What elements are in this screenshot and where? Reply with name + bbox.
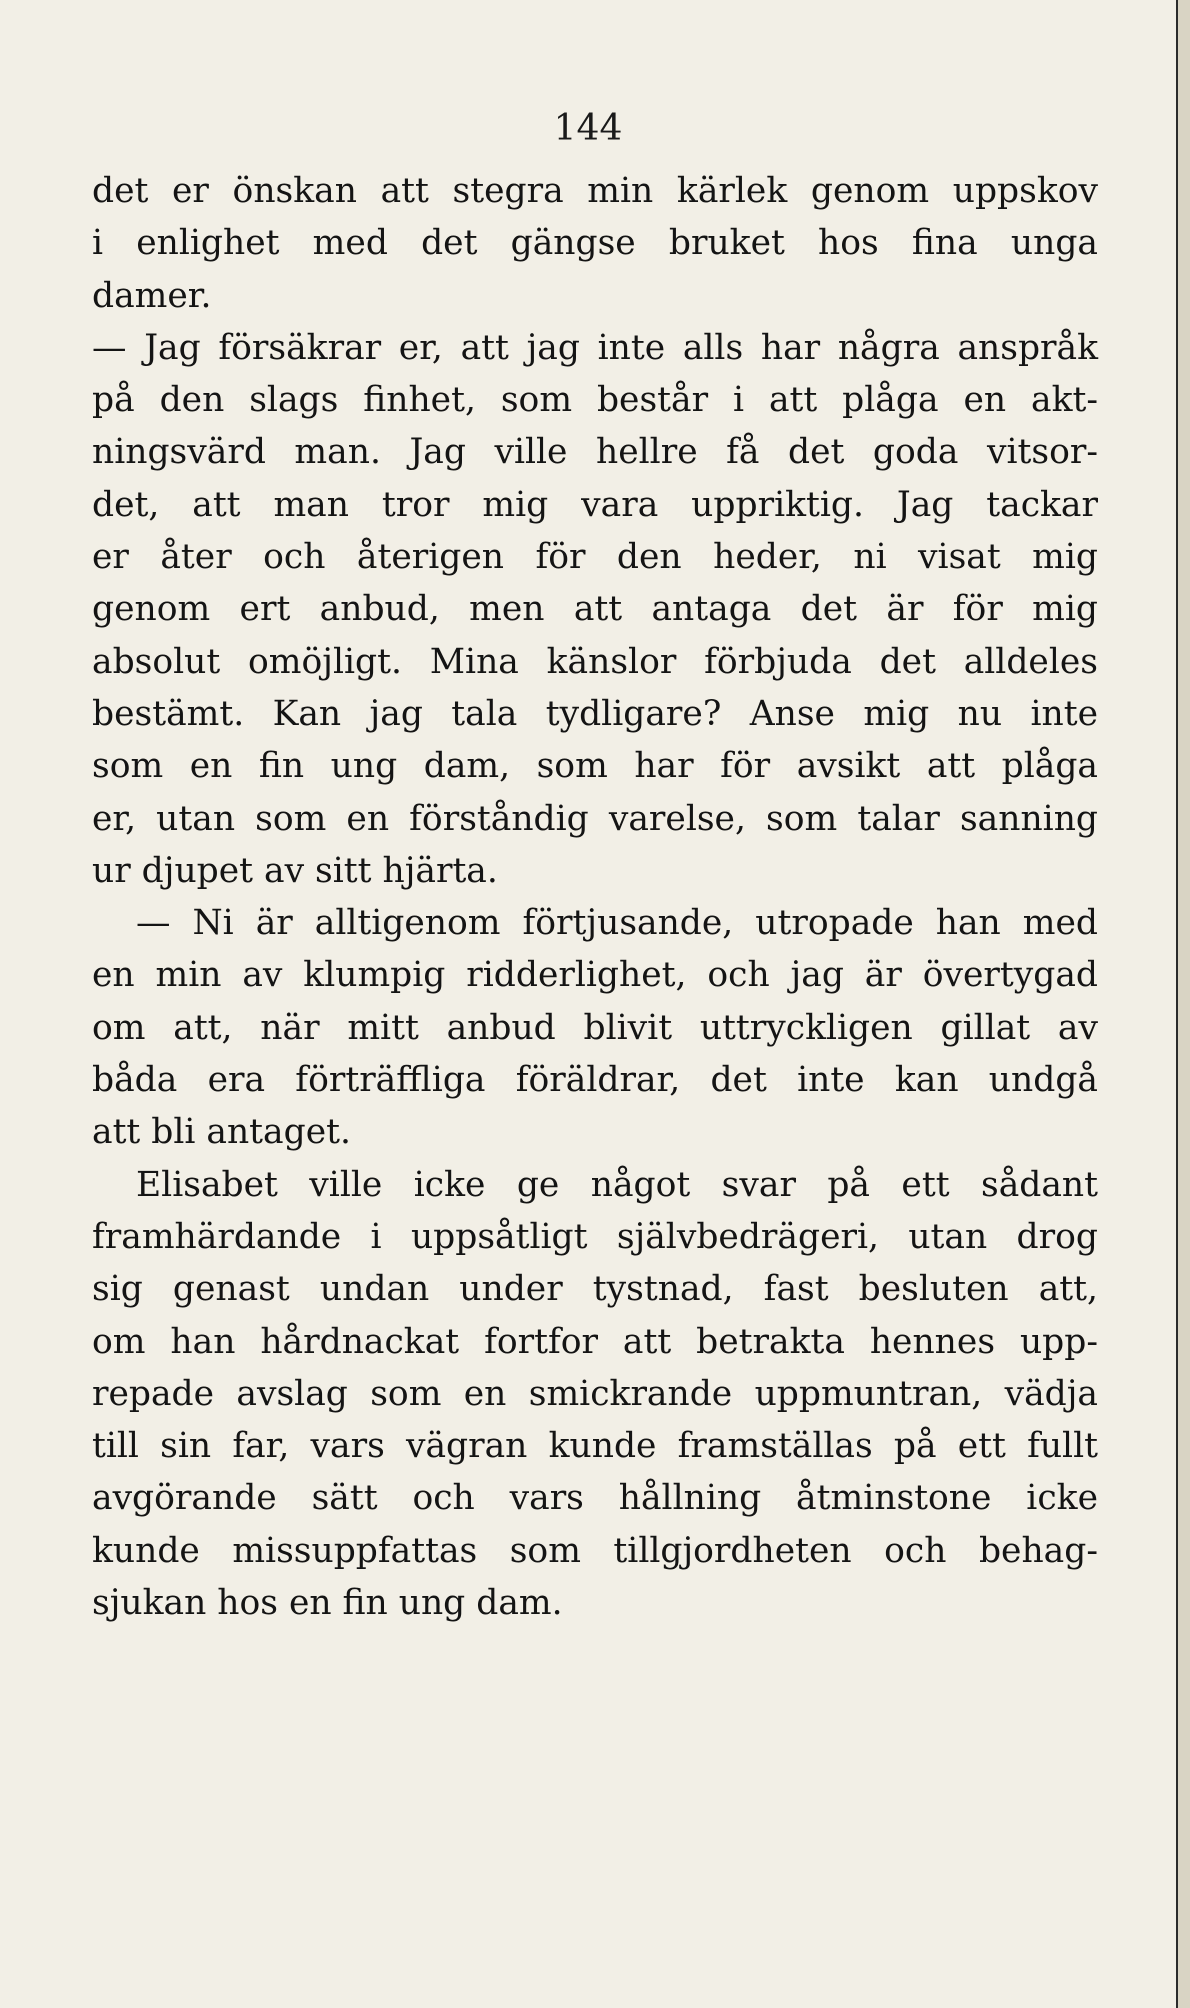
- text-line: båda era förträffliga föräldrar, det inte kan undgå: [92, 1060, 1098, 1101]
- text-line: absolut omöjligt. Mina känslor förbjuda det alldeles: [92, 641, 1098, 682]
- text-line: sjukan hos en fin ung dam.: [92, 1583, 563, 1624]
- text-line: sig genast undan under tystnad, fast besluten att,: [92, 1269, 1098, 1310]
- text-line: damer.: [92, 275, 212, 316]
- text-line: Elisabet ville icke ge något svar på ett sådant: [136, 1164, 1098, 1205]
- text-line: om att, när mitt anbud blivit uttryckligen gillat av: [92, 1007, 1098, 1048]
- text-line: genom ert anbud, men att antaga det är för mig: [92, 589, 1098, 630]
- body-text: [92, 165, 1098, 1629]
- text-line: det er önskan att stegra min kärlek genom uppskov: [92, 171, 1098, 211]
- page-edge: [1176, 0, 1190, 2008]
- text-line: er, utan som en förståndig varelse, som talar sanning: [92, 798, 1098, 839]
- page-number: 144: [553, 108, 623, 149]
- text-line: kunde missuppfattas som tillgjordheten och behag-: [92, 1530, 1098, 1571]
- text-line: — Jag försäkrar er, att jag inte alls har några anspråk: [92, 327, 1098, 368]
- text-line: som en fin ung dam, som har för avsikt att plåga: [92, 746, 1098, 787]
- text-line: ur djupet av sitt hjärta.: [92, 850, 498, 891]
- text-line: bestämt. Kan jag tala tydligare? Anse mig nu inte: [92, 693, 1098, 734]
- text-line: — Ni är alltigenom förtjusande, utropade han med: [136, 903, 1098, 944]
- text-line: till sin far, vars vägran kunde framställas på ett fullt: [92, 1426, 1098, 1467]
- text-line: ningsvärd man. Jag ville hellre få det goda vitsor-: [92, 432, 1098, 473]
- text-line: i enlighet med det gängse bruket hos fina unga: [92, 223, 1098, 264]
- text-line: på den slags finhet, som består i att plåga en akt-: [92, 380, 1098, 421]
- text-line: om han hårdnackat fortfor att betrakta hennes upp-: [92, 1321, 1098, 1362]
- text-line: avgörande sätt och vars hållning åtminstone icke: [92, 1478, 1098, 1519]
- text-line: det, att man tror mig vara uppriktig. Jag tackar: [92, 484, 1098, 525]
- text-line: att bli antaget.: [92, 1112, 351, 1153]
- text-line: framhärdande i uppsåtligt självbedrägeri, utan drog: [92, 1216, 1098, 1257]
- text-line: repade avslag som en smickrande uppmuntran, vädja: [92, 1373, 1098, 1414]
- text-line: er åter och återigen för den heder, ni visat mig: [92, 537, 1098, 578]
- text-line: en min av klumpig ridderlighet, och jag är övertygad: [92, 955, 1098, 996]
